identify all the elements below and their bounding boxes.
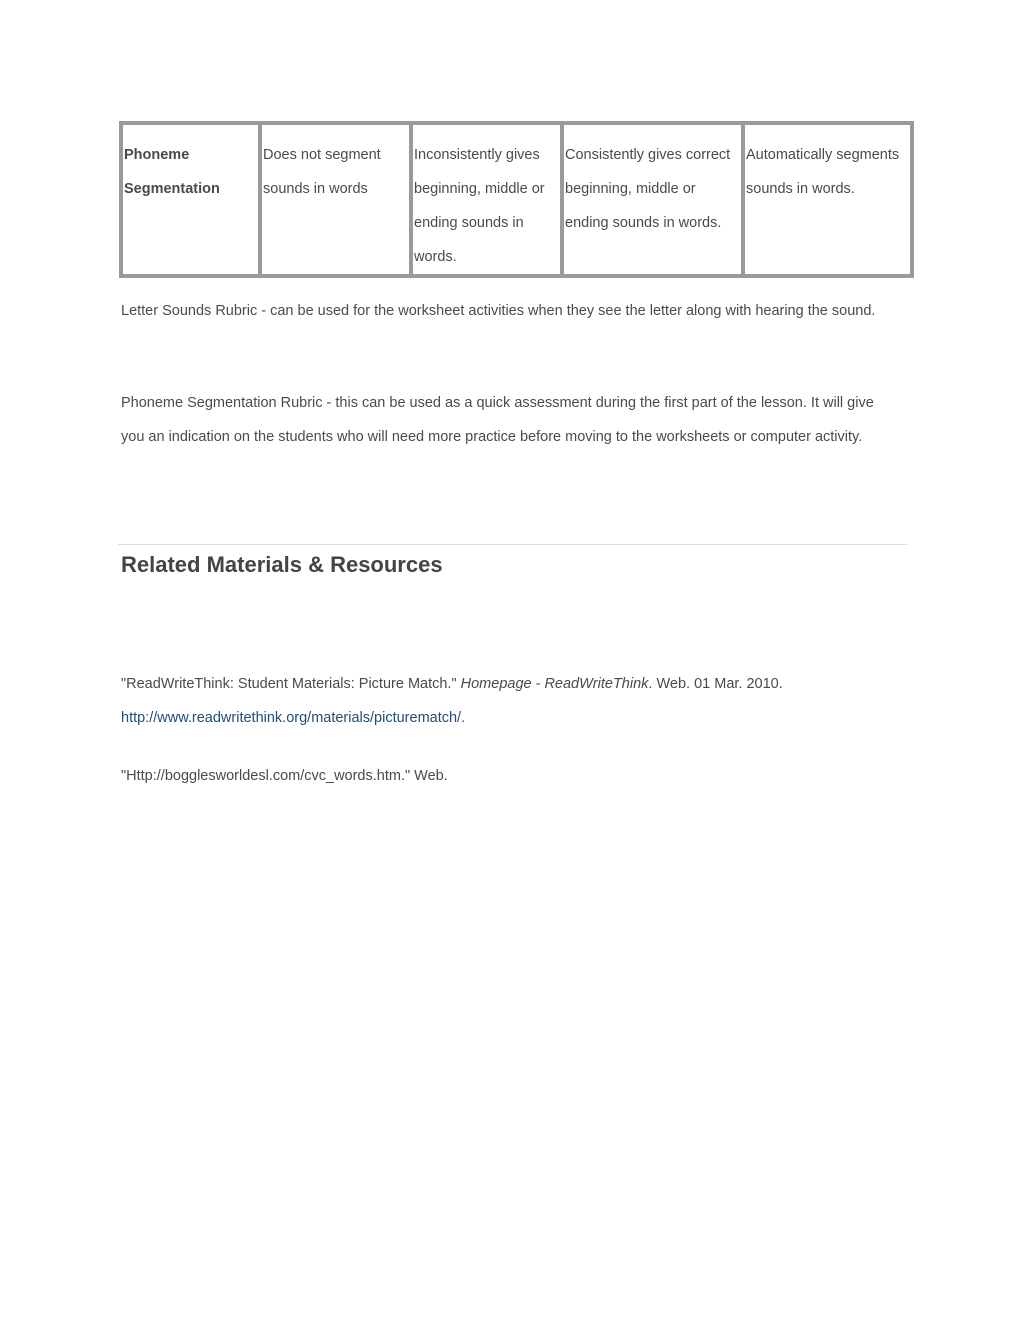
rubric-table bbox=[119, 121, 914, 278]
level-4-cell: Automatically segments sounds in words. bbox=[743, 123, 912, 276]
picturematch-link[interactable]: http://www.readwritethink.org/materials/picturematch/ bbox=[121, 710, 462, 726]
level-3-cell: Consistently gives correct beginning, middle or ending sounds in words. bbox=[562, 123, 743, 276]
related-materials-heading: Related Materials & Resources bbox=[121, 552, 443, 577]
citation-date: . Web. 01 Mar. 2010. bbox=[648, 676, 783, 692]
citation-trailing: . bbox=[461, 710, 466, 726]
table-row bbox=[121, 123, 912, 276]
citation-readwritethink bbox=[121, 667, 901, 735]
letter-sounds-note: Letter Sounds Rubric - can be used for the worksheet activities when they see the letter along with hearing the sound. bbox=[121, 303, 876, 319]
level-2-cell: Inconsistently gives beginning, middle or ending sounds in words. bbox=[411, 123, 562, 276]
criterion-label-line1: Phoneme bbox=[124, 147, 190, 163]
criterion-cell bbox=[121, 123, 260, 276]
citation-source: Homepage - ReadWriteThink bbox=[460, 676, 649, 692]
criterion-label-line2: Segmentation bbox=[124, 181, 220, 197]
section-divider bbox=[118, 544, 907, 545]
phoneme-segmentation-note: Phoneme Segmentation Rubric - this can be used as a quick assessment during the first part of the lesson. It will give you an indication on the students who will need more practice before moving to the worksheets or computer activity. bbox=[121, 395, 874, 445]
citation-bogglesworld: "Http://bogglesworldesl.com/cvc_words.htm." Web. bbox=[121, 768, 448, 784]
citation-title: "ReadWriteThink: Student Materials: Picture Match." bbox=[121, 676, 461, 692]
level-1-cell: Does not segment sounds in words bbox=[260, 123, 411, 276]
